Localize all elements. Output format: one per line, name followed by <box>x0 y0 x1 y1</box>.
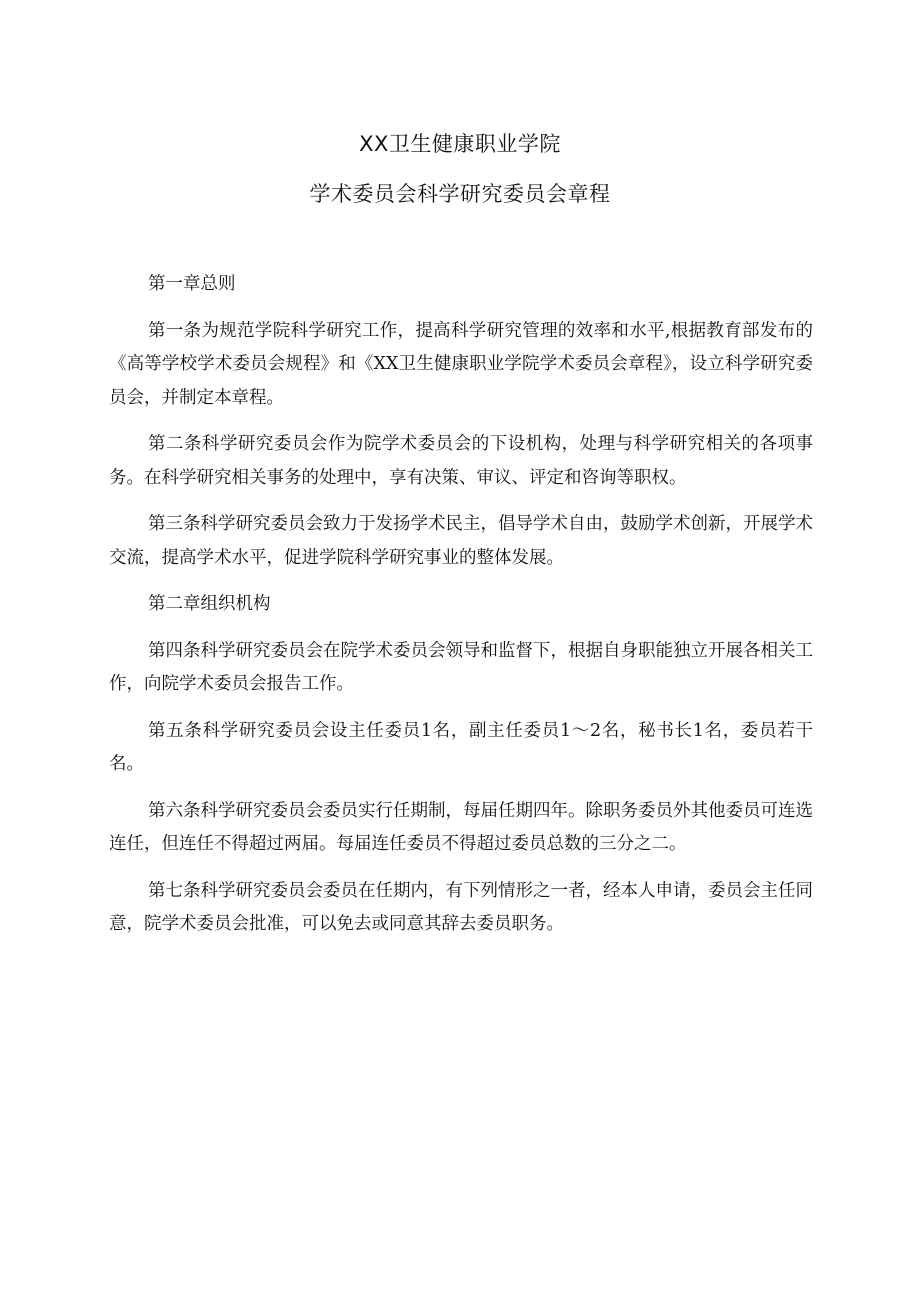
article-1: 第一条为规范学院科学研究工作，提高科学研究管理的效率和水平,根据教育部发布的《高等学校学术委员会规程》和《XX卫生健康职业学院学术委员会章程》，设立科学研究委员会，并制定本章程。 <box>109 320 813 408</box>
article-4: 第四条科学研究委员会在院学术委员会领导和监督下，根据自身职能独立开展各相关工作，向院学术委员会报告工作。 <box>109 640 813 694</box>
document-body <box>109 268 813 955</box>
chapter-heading-2: 第二章组织机构 <box>148 594 271 614</box>
article-2: 第二条科学研究委员会作为院学术委员会的下设机构，处理与科学研究相关的各项事务。在科学研究相关事务的处理中，享有决策、审议、评定和咨询等职权。 <box>109 434 813 488</box>
article-5: 第五条科学研究委员会设主任委员1名，副主任委员1〜2名，秘书长1名，委员若干名。 <box>109 720 813 774</box>
article-3: 第三条科学研究委员会致力于发扬学术民主，倡导学术自由，鼓励学术创新，开展学术交流，提高学术水平，促进学院科学研究事业的整体发展。 <box>109 514 813 568</box>
article-7: 第七条科学研究委员会委员在任期内，有下列情形之一者，经本人申请，委员会主任同意，院学术委员会批准，可以免去或同意其辞去委员职务。 <box>109 880 813 934</box>
document-title-line-1: XX卫生健康职业学院 <box>359 132 561 156</box>
document-title-line-2: 学术委员会科学研究委员会章程 <box>309 182 611 206</box>
article-6: 第六条科学研究委员会委员实行任期制，每届任期四年。除职务委员外其他委员可连选连任，但连任不得超过两届。每届连任委员不得超过委员总数的三分之二。 <box>109 800 813 854</box>
chapter-heading-1: 第一章总则 <box>148 274 236 294</box>
